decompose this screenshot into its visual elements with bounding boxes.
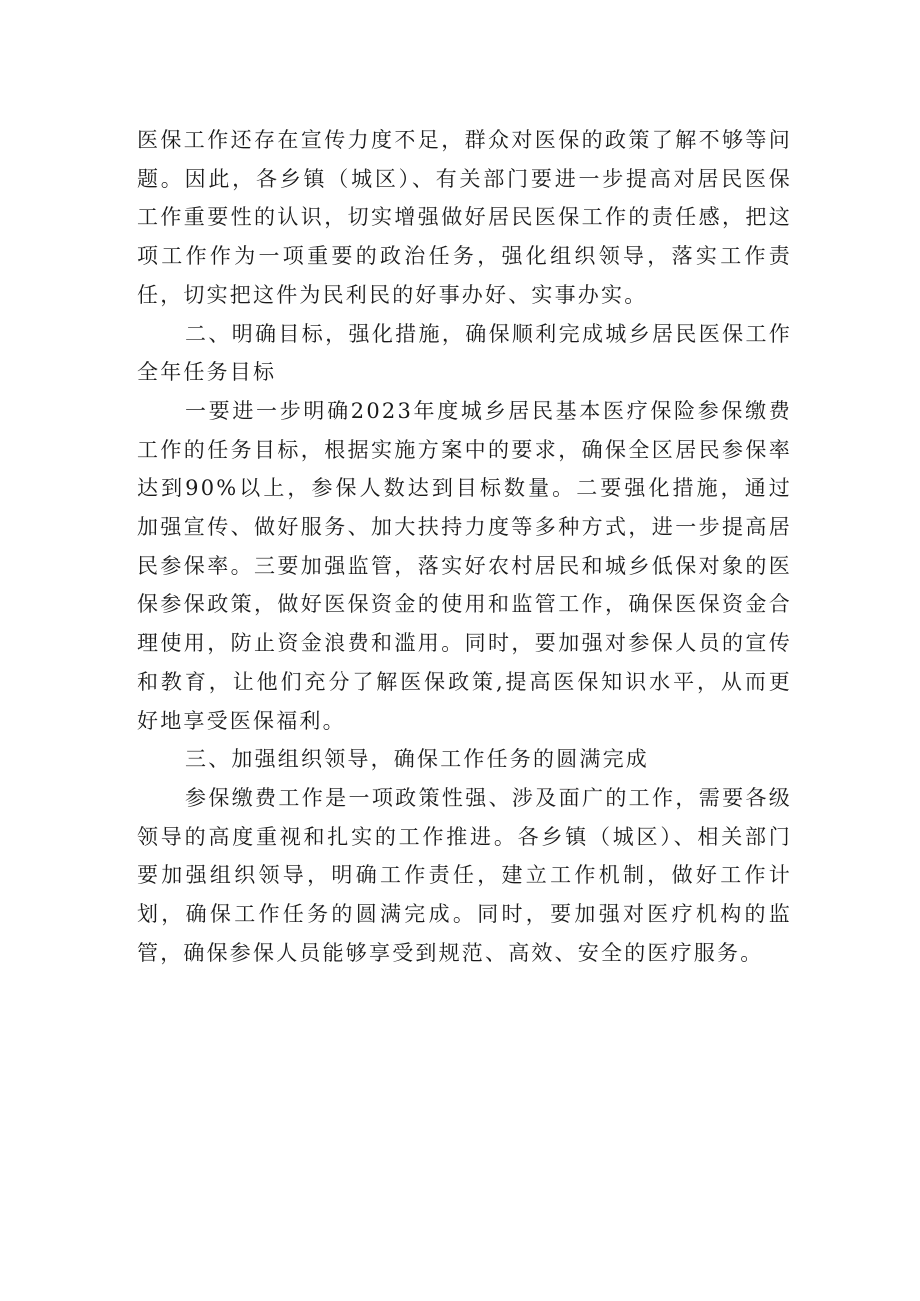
- paragraph-continuation: 医保工作还存在宣传力度不足，群众对医保的政策了解不够等问题。因此，各乡镇（城区）、有关部门要进一步提高对居民医保工作重要性的认识，切实增强做好居民医保工作的责任感，把这项工作作为一项重要的政治任务，强化组织领导，落实工作责任，切实把这件为民利民的好事办好、实事办实。: [137, 128, 792, 307]
- paragraph-targets: 一要进一步明确2023年度城乡居民基本医疗保险参保缴费工作的任务目标，根据实施方案中的要求，确保全区居民参保率达到90%以上，参保人数达到目标数量。二要强化措施，通过加强宣传、做好服务、加大扶持力度等多种方式，进一步提高居民参保率。三要加强监管，落实好农村居民和城乡低保对象的医保参保政策，做好医保资金的使用和监管工作，确保医保资金合理使用，防止资金浪费和滥用。同时，要加强对参保人员的宣传和教育，让他们充分了解医保政策,提高医保知识水平，从而更好地享受医保福利。: [137, 398, 792, 733]
- section-heading-2: 二、明确目标，强化措施，确保顺利完成城乡居民医保工作全年任务目标: [137, 321, 792, 385]
- paragraph-organization: 参保缴费工作是一项政策性强、涉及面广的工作，需要各级领导的高度重视和扎实的工作推进。各乡镇（城区）、相关部门要加强组织领导，明确工作责任，建立工作机制，做好工作计划，确保工作任务的圆满完成。同时，要加强对医疗机构的监管，确保参保人员能够享受到规范、高效、安全的医疗服务。: [137, 785, 792, 965]
- section-heading-3: 三、加强组织领导，确保工作任务的圆满完成: [185, 747, 649, 772]
- document-body: [137, 121, 792, 972]
